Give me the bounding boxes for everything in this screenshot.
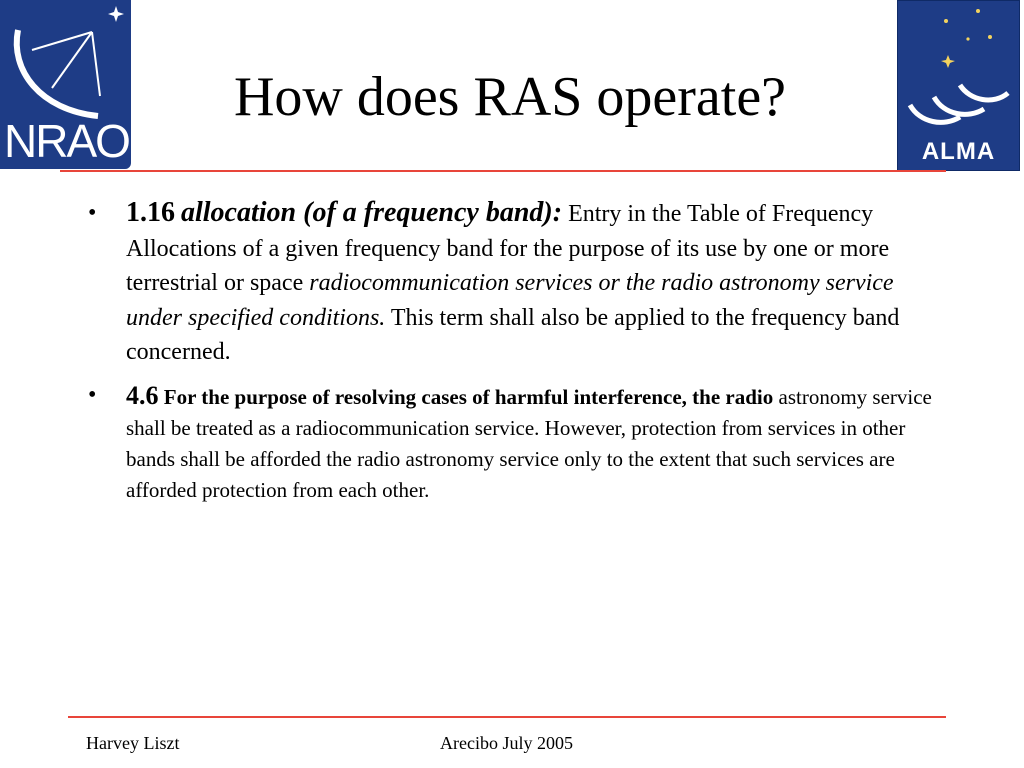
footer-divider [68,716,946,718]
slide-title: How does RAS operate? [233,66,787,128]
bullet-marker: • [88,200,97,226]
bullet-item-1 [86,196,946,370]
bullet-number: 4.6 [126,380,159,410]
definition-italic-text: radiocommunication services or the radio astronomy service under specified conditions. [126,270,894,331]
bullet-body-text: astronomy service shall be treated as a radiocommunication service. However, protection from services in other bands shall be afforded the radio astronomy service only to the extent that such services are afforded protection from each other. [126,384,932,502]
definition-text-end: This term shall also be applied to the frequency band concerned. [126,304,900,365]
alma-logo [897,0,1020,171]
footer-event: Arecibo July 2005 [440,733,573,753]
defined-term: allocation (of a frequency band): [181,197,563,228]
bullet-item-2 [86,380,946,506]
nrao-logo [0,0,131,169]
title-divider [60,170,946,172]
alma-wordmark: ALMA [921,138,996,165]
bullet-list [86,196,946,506]
bullet-lead-text: For the purpose of resolving cases of harmful interference, the radio [163,384,774,409]
definition-text: Entry in the Table of Frequency Allocations of a given frequency band for the purpose of its use by one or more terrestrial or space [126,201,890,296]
footer-author: Harvey Liszt [86,733,180,753]
nrao-wordmark: NRAO [4,115,129,167]
bullet-marker: • [88,381,97,408]
bullet-number: 1.16 [126,197,175,228]
